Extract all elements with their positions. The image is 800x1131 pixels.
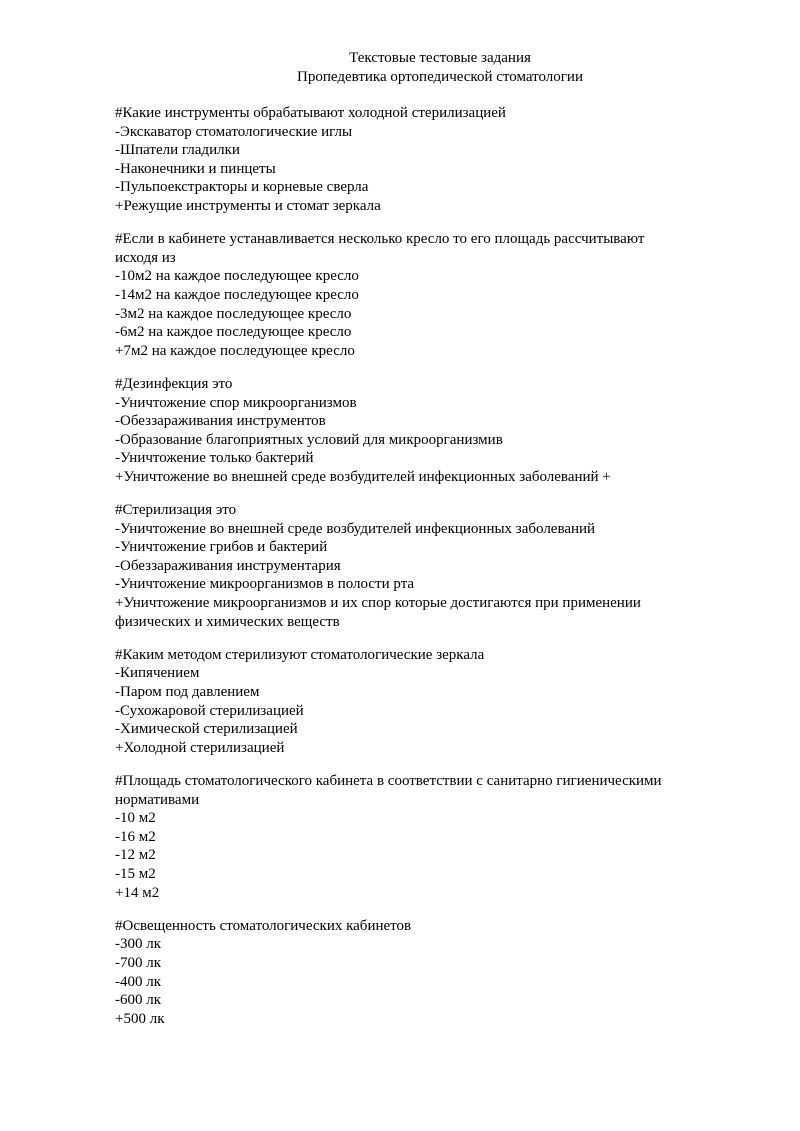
answer-option: -12 м2 <box>115 847 156 864</box>
document-header <box>0 49 800 86</box>
answer-option: +Режущие инструменты и стомат зеркала <box>115 197 381 214</box>
answer-option: -Уничтожение во внешней среде возбудителей инфекционных заболеваний <box>115 520 596 537</box>
question-list <box>115 104 715 1043</box>
question-text: #Освещенность стоматологических кабинетов <box>115 917 412 934</box>
document-title: Текстовые тестовые задания <box>349 50 531 66</box>
question-text: #Если в кабинете устанавливается несколько кресло то его площадь рассчитывают <box>115 231 645 248</box>
question-text: #Площадь стоматологического кабинета в соответствии с санитарно гигиеническими <box>115 772 662 789</box>
answer-option: -600 лк <box>115 992 162 1009</box>
question-text: #Каким методом стерилизуют стоматологические зеркала <box>115 646 485 663</box>
answer-option: -15 м2 <box>115 865 156 882</box>
answer-option: -6м2 на каждое последующее кресло <box>115 324 352 341</box>
answer-option: -14м2 на каждое последующее кресло <box>115 286 359 303</box>
answer-option: +Холодной стерилизацией <box>115 739 285 756</box>
question-text: исходя из <box>115 249 176 266</box>
question-text: нормативами <box>115 791 200 808</box>
answer-option: -300 лк <box>115 936 162 953</box>
answer-option: +14 м2 <box>115 884 160 901</box>
answer-option: -Сухожаровой стерилизацией <box>115 702 304 719</box>
answer-option: +500 лк <box>115 1010 165 1027</box>
question-text: #Какие инструменты обрабатывают холодной стерилизацией <box>115 105 506 121</box>
answer-option: -Обеззараживания инструментов <box>115 413 326 430</box>
question-block <box>115 104 715 216</box>
question-block <box>115 501 715 631</box>
answer-option: физических и химических веществ <box>115 613 340 630</box>
question-block <box>115 646 715 758</box>
answer-option: -Химической стерилизацией <box>115 721 298 738</box>
answer-option: -Образование благоприятных условий для микроорганизмив <box>115 431 503 448</box>
answer-option: -Экскаватор стоматологические иглы <box>115 123 353 140</box>
answer-option: -16 м2 <box>115 828 156 845</box>
answer-option: -Обеззараживания инструментария <box>115 557 341 574</box>
answer-option: -Уничтожение спор микроорганизмов <box>115 394 357 411</box>
answer-option: -Наконечники и пинцеты <box>115 160 276 177</box>
answer-option: -Уничтожение микроорганизмов в полости рта <box>115 576 415 593</box>
question-block <box>115 375 715 487</box>
answer-option: -10м2 на каждое последующее кресло <box>115 268 359 285</box>
document-subtitle: Пропедевтика ортопедической стоматологии <box>297 68 583 85</box>
question-text: #Дезинфекция это <box>115 375 233 392</box>
answer-option: +7м2 на каждое последующее кресло <box>115 342 355 359</box>
answer-option: -Кипячением <box>115 665 200 682</box>
answer-option: -700 лк <box>115 954 162 971</box>
answer-option: -Пульпоекстракторы и корневые сверла <box>115 179 369 196</box>
question-block <box>115 917 715 1029</box>
answer-option: -400 лк <box>115 973 162 990</box>
answer-option: -Паром под давлением <box>115 684 260 700</box>
question-block <box>115 772 715 902</box>
answer-option: -10 м2 <box>115 810 156 827</box>
question-block <box>115 230 715 360</box>
answer-option: -3м2 на каждое последующее кресло <box>115 305 352 322</box>
answer-option: +Уничтожение микроорганизмов и их спор которые достигаются при применении <box>115 595 641 612</box>
answer-option: +Уничтожение во внешней среде возбудителей инфекционных заболеваний + <box>115 468 611 485</box>
answer-option: -Уничтожение грибов и бактерий <box>115 539 328 556</box>
answer-option: -Шпатели гладилки <box>115 142 240 159</box>
question-text: #Стерилизация это <box>115 502 237 519</box>
answer-option: -Уничтожение только бактерий <box>115 450 314 467</box>
